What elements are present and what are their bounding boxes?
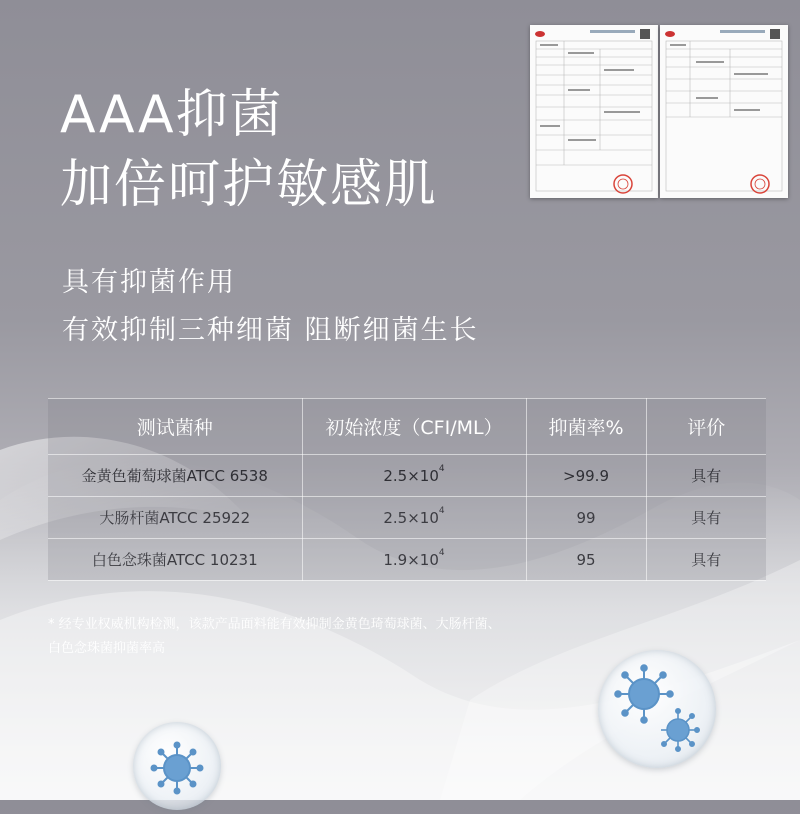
table-header-row <box>48 399 766 455</box>
evaluation-cell: 具有 <box>646 497 766 539</box>
header-strain: 测试菌种 <box>48 399 302 455</box>
footnote-line-2: 白色念珠菌抑菌率高 <box>48 641 166 656</box>
document-icon <box>660 25 788 198</box>
virus-icon <box>598 650 716 768</box>
virus-bubble-large <box>598 650 716 768</box>
strain-cell: 白色念珠菌ATCC 10231 <box>48 539 302 581</box>
footnote-line-1: * 经专业权威机构检测，该款产品面料能有效抑制金黄色琦萄球菌、大肠杆菌、 <box>48 617 501 632</box>
subtitle-line-2: 有效抑制三种细菌 阻断细菌生长 <box>62 315 479 346</box>
evaluation-cell: 具有 <box>646 539 766 581</box>
strain-cell: 大肠杆菌ATCC 25922 <box>48 497 302 539</box>
rate-cell: 99 <box>526 497 646 539</box>
concentration-cell: $2.5\times 10^4$ <box>302 455 526 497</box>
concentration-cell: $2.5\times 10^4$ <box>302 497 526 539</box>
evaluation-cell: 具有 <box>646 455 766 497</box>
document-icon <box>530 25 658 198</box>
rate-cell: 95 <box>526 539 646 581</box>
headline-line-2: 加倍呵护敏感肌 <box>60 155 439 215</box>
table-row <box>48 497 766 539</box>
strain-cell: 金黄色葡萄球菌ATCC 6538 <box>48 455 302 497</box>
test-report-certificate-1 <box>530 25 658 198</box>
concentration-cell: $1.9\times 10^4$ <box>302 539 526 581</box>
virus-icon <box>133 722 221 810</box>
table-row <box>48 455 766 497</box>
header-evaluation: 评价 <box>646 399 766 455</box>
subtitle-line-1: 具有抑菌作用 <box>62 267 236 298</box>
header-concentration: 初始浓度（CFI/ML） <box>302 399 526 455</box>
table-row <box>48 539 766 581</box>
virus-bubble-small <box>133 722 221 810</box>
test-report-certificate-2 <box>660 25 788 198</box>
rate-cell: >99.9 <box>526 455 646 497</box>
header-rate: 抑菌率% <box>526 399 646 455</box>
headline-line-1: AAA抑菌 <box>60 85 284 145</box>
antibacterial-results-table <box>48 398 766 581</box>
